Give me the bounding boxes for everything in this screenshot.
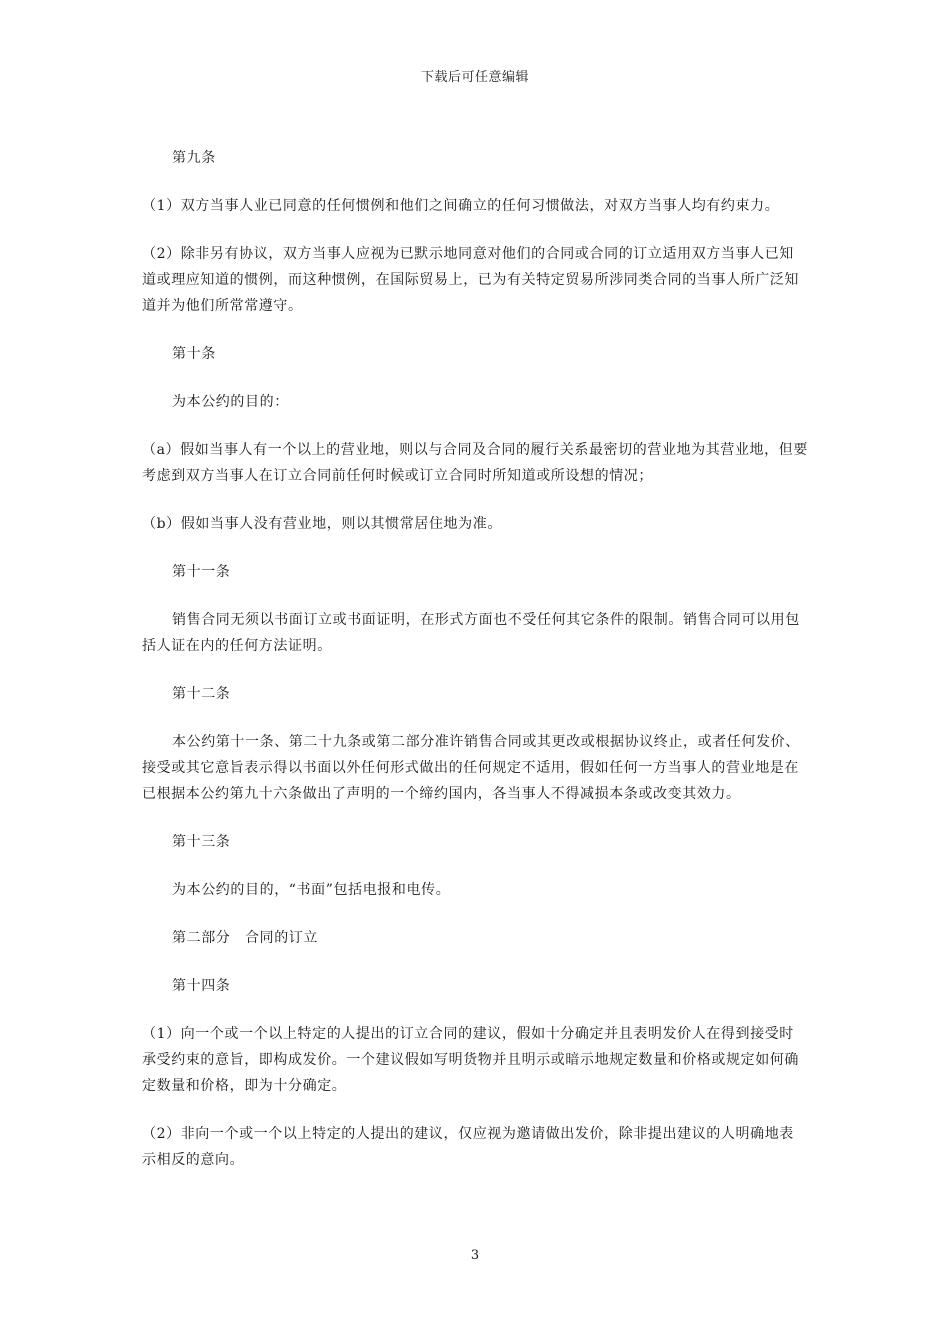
body-paragraph: 为本公约的目的，“书面”包括电报和电传。 — [172, 882, 451, 898]
clause-paragraph: （b）假如当事人没有营业地，则以其惯常居住地为准。 — [142, 516, 502, 532]
clause-paragraph: （1）向一个或一个以上特定的人提出的订立合同的建议，假如十分确定并且表明发价人在得到接受时承受约束的意旨，即构成发价。一个建议假如写明货物并且明示或暗示地规定数量和价格或规定如何确定数量和价格，即为十分确定。 — [142, 1026, 799, 1094]
page-number: 3 — [470, 1248, 480, 1263]
body-paragraph: 销售合同无须以书面订立或书面证明，在形式方面也不受任何其它条件的限制。销售合同可以用包括人证在内的任何方法证明。 — [142, 612, 800, 654]
article-heading: 第十四条 — [172, 978, 231, 994]
clause-paragraph: （1）双方当事人业已同意的任何惯例和他们之间确立的任何习惯做法，对双方当事人均有约束力。 — [142, 198, 780, 214]
part-heading: 第二部分 合同的订立 — [172, 930, 318, 946]
article-heading: 第十一条 — [172, 564, 231, 580]
body-paragraph: 本公约第十一条、第二十九条或第二部分准许销售合同或其更改或根据协议终止，或者任何发价、接受或其它意旨表示得以书面以外任何形式做出的任何规定不适用，假如任何一方当事人的营业地是在已根据本公约第九十六条做出了声明的一个缔约国内，各当事人不得减损本条或改变其效力。 — [142, 734, 800, 802]
clause-paragraph: （2）非向一个或一个以上特定的人提出的建议，仅应视为邀请做出发价，除非提出建议的人明确地表示相反的意向。 — [142, 1126, 794, 1168]
document-body — [142, 145, 808, 1195]
article-heading: 第九条 — [172, 150, 216, 166]
article-heading: 第十二条 — [172, 686, 231, 702]
clause-paragraph: （2）除非另有协议，双方当事人应视为已默示地同意对他们的合同或合同的订立适用双方当事人已知道或理应知道的惯例，而这种惯例，在国际贸易上，已为有关特定贸易所涉同类合同的当事人所广泛知道并为他们所常常遵守。 — [142, 246, 799, 314]
page-header: 下载后可任意编辑 — [420, 70, 529, 85]
article-heading: 第十条 — [172, 346, 216, 362]
body-paragraph: 为本公约的目的： — [172, 394, 289, 410]
article-heading: 第十三条 — [172, 834, 231, 850]
clause-paragraph: （a）假如当事人有一个以上的营业地，则以与合同及合同的履行关系最密切的营业地为其营业地，但要考虑到双方当事人在订立合同前任何时候或订立合同时所知道或所设想的情况； — [142, 442, 808, 484]
